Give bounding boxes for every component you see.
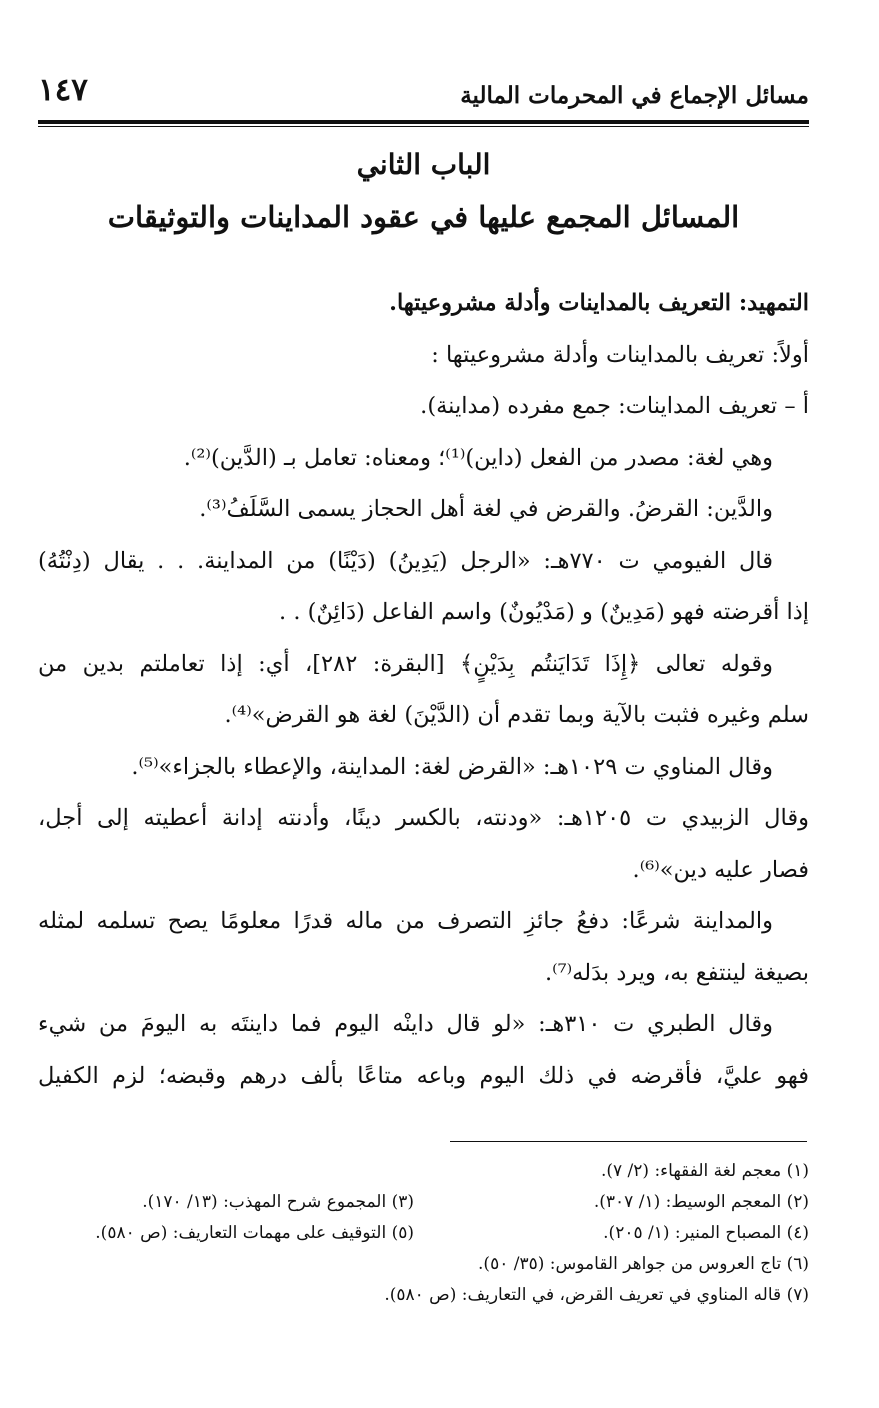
footnote-3: (٣) المجموع شرح المهذب: (١٣/ ١٧٠). (142, 1192, 414, 1212)
footnote-2: (٢) المعجم الوسيط: (١/ ٣٠٧). (593, 1192, 809, 1212)
body-line: إذا أقرضته فهو (مَدِينٌ) و (مَدْيُونٌ) واسم الفاعل (دَائِنٌ) . . (279, 599, 809, 625)
footnote-separator (450, 1141, 807, 1142)
footnote-7: (٧) قاله المناوي في تعريف القرض، في التعاريف: (ص ٥٨٠). (384, 1285, 809, 1305)
body-line: وقال المناوي ت ١٠٢٩هـ: «القرض لغة: المداينة، والإعطاء بالجزاء»⁽⁵⁾. (131, 753, 773, 780)
body-line: سلم وغيره فثبت بالآية وبما تقدم أن (الدَّيْنَ) لغة هو القرض»⁽⁴⁾. (224, 702, 809, 728)
body-line: وقوله تعالى ﴿إِذَا تَدَايَنتُم بِدَيْنٍ﴾ [البقرة: ٢٨٢]، أي: إذا تعاملتم بدين من (38, 650, 773, 677)
body-line: والمداينة شرعًا: دفعُ جائزِ التصرف من ماله قدرًا معلومًا يصح تسلمه لمثله (38, 908, 773, 934)
body-text (38, 278, 809, 1102)
body-line: وقال الطبري ت ٣١٠هـ: «لو قال داينْه اليوم فما داينتَه به اليومَ من شيء (38, 1011, 773, 1037)
footnote-1: (١) معجم لغة الفقهاء: (٢/ ٧). (600, 1161, 809, 1181)
footnotes (38, 1156, 809, 1311)
header-rule-thick (38, 120, 809, 124)
body-line: أولاً: تعريف بالمداينات وأدلة مشروعيتها : (431, 341, 809, 368)
section-heading: التمهيد: التعريف بالمداينات وأدلة مشروعيتها. (389, 290, 809, 316)
body-line: وقال الزبيدي ت ١٢٠٥هـ: «ودنته، بالكسر دينًا، وأدنته إدانة أعطيته إلى أجل، (38, 805, 809, 831)
body-line: أ – تعريف المداينات: جمع مفرده (مداينة). (420, 393, 809, 419)
chapter-title: الباب الثاني (356, 148, 491, 181)
footnote-row (38, 1187, 809, 1218)
footnote-6: (٦) تاج العروس من جواهر القاموس: (٣٥/ ٥٠). (478, 1254, 809, 1274)
body-line: والدَّين: القرضُ. والقرض في لغة أهل الحجاز يسمى السَّلَفُ⁽³⁾. (199, 496, 773, 522)
header-rule-thin (38, 126, 809, 127)
body-line: قال الفيومي ت ٧٧٠هـ: «الرجل (يَدِينُ) (دَيْنًا) من المداينة. . . يقال (دِنْتُهُ) (38, 547, 773, 574)
body-line: فهو عليَّ، فأقرضه في ذلك اليوم وباعه متاعًا بألف درهم وقبضه؛ لزم الكفيل (38, 1062, 809, 1089)
footnote-4: (٤) المصباح المنير: (١/ ٢٠٥). (603, 1223, 809, 1243)
body-line: بصيغة لينتفع به، ويرد بدَله⁽⁷⁾. (544, 959, 809, 986)
footnote-row (38, 1218, 809, 1249)
running-title: مسائل الإجماع في المحرمات المالية (460, 82, 809, 109)
chapter-subtitle: المسائل المجمع عليها في عقود المداينات والتوثيقات (107, 200, 740, 234)
page-header (38, 62, 809, 124)
body-line: وهي لغة: مصدر من الفعل (داين)⁽¹⁾؛ ومعناه: تعامل بـ (الدَّين)⁽²⁾. (183, 444, 773, 471)
body-line: فصار عليه دين»⁽⁶⁾. (632, 856, 809, 883)
page-number: ١٤٧ (38, 72, 88, 108)
footnote-5: (٥) التوقيف على مهمات التعاريف: (ص ٥٨٠). (95, 1223, 414, 1243)
